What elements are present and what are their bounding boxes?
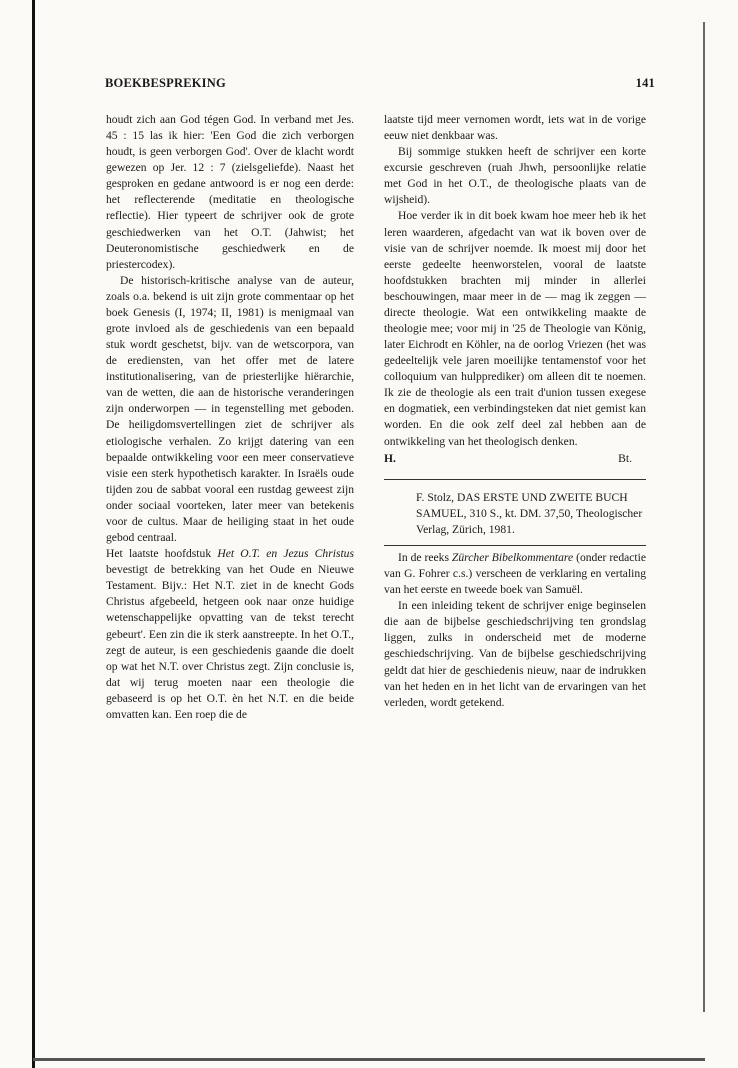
review-signature — [384, 451, 646, 467]
scan-edge-left — [32, 0, 35, 1068]
running-head — [105, 76, 655, 91]
book-chapter-title: Het O.T. en Jezus Christus — [217, 547, 354, 561]
paragraph: houdt zich aan God tégen God. In verband met Jes. 45 : 15 las ik hier: 'Een God die zich verborgen houdt, is geen verborgen God'. Over de klacht wordt gewezen op Jer. 12 : 7 (zielsgeliefde). Naast het gesproken en gedane antwoord is er nog een derde: het reflecterende (meditatie en theologische reflectie). Hier typeert de schrijver ook de grote geschiedwerken van het O.T. (Jahwist; het Deuteronomistische geschiedwerk en de priestercodex). — [106, 113, 354, 271]
paragraph: Bij sommige stukken heeft de schrijver een korte excursie geschreven (ruah Jhwh, persoonlijke relatie met God in het O.T., de theologische plaats van de wijsheid). — [384, 145, 646, 207]
page-number: 141 — [635, 76, 655, 90]
right-column — [384, 112, 646, 711]
bibliography-rule — [384, 545, 646, 546]
scan-edge-bottom — [33, 1058, 705, 1061]
reviewer-initials: Bt. — [618, 451, 632, 465]
paragraph-text: Het laatste hoofdstuk — [106, 547, 218, 561]
paragraph — [384, 550, 646, 598]
reviewer-initial: H. — [384, 451, 396, 465]
paragraph: De historisch-kritische analyse van de auteur, zoals o.a. bekend is uit zijn grote commentaar op het boek Genesis (I, 1974; II, 1981) is menigmaal van grote invloed als de geschiedenis van een bepaald stuk wordt geschetst, bijv. van de wetscorpora, van de erediensten, van het offer met de latere institutionalisering, van de priesterlijke hiërarchie, van de wetten, die aan de historische veranderingen zijn onderworpen — in tegenstelling met geboden. De heiligdomsvertellingen ziet de schrijver als etiologische verhalen. Zo krijgt datering van een bepaalde ontwikkeling voor een meer conservatieve visie een sterk hypothetisch karakter. In Israëls oude tijden zou de sabbat vooral een rustdag geweest zijn onder sociaal voorteken, later meer van betekenis voor de cultus. Maar de heiliging staat in het oude gebod centraal. — [106, 273, 354, 545]
paragraph-text: In de reeks — [398, 550, 452, 564]
paragraph — [106, 546, 354, 723]
section-title: BOEKBESPREKING — [105, 76, 226, 90]
paragraph-text: bevestigt de betrekking van het Oude en Nieuwe Testament. Bijv.: Het N.T. ziet in de knecht Gods Christus afgebeeld, hetgeen ook naar onze huidige wetenschappelijke opvatting van de tekst terecht gebeurt'. Een zin die ik sterk aanstreepte. In het O.T., zegt de auteur, is een geschiedenis gaande die doelt op wat het N.T. over Christus zegt. Zijn conclusie is, dat wij terug moeten naar een theologie die gebaseerd is op het O.T. èn het N.T. en die beide omvatten kan. Een roep die de — [106, 563, 354, 721]
paragraph-text: (onder redactie van G. Fohrer c.s.) verscheen de verklaring en vertaling van het eerste en tweede boek van Samuël. — [384, 550, 646, 597]
paragraph: Hoe verder ik in dit boek kwam hoe meer heb ik het leren waarderen, afgedacht van wat ik boven over de visie van de schrijver noemde. Ik moest mij door het eerste gedeelte heenworstelen, vooral de laatste hoofdstukken brachten mij minder in allerlei beschouwingen, maar meer in de — mag ik zeggen — directe theologie. Wat een ontwikkeling maakte de theologie mee; voor mij in '25 de Theologie van König, later Eichrodt en Köhler, na de oorlog Vriezen (het was gedeeltelijk vele jaren moeilijke tentamenstof voor het colloquium van hulpprediker) om alleen dit te noemen. Ik zie de theologie als een trait d'union tussen exegese en dogmatiek, een verbindingsteken dat niet gemist kan worden. En die ook zelf deel zal hebben aan de ontwikkeling van het theologisch denken. — [384, 209, 646, 448]
paragraph: In een inleiding tekent de schrijver enige beginselen die aan de bijbelse geschiedschrijving ten grondslag liggen, zulks in onderscheid met de moderne geschiedschrijving. Van de bijbelse geschiedschrijving geldt dat hier de geschiedenis nieuw, naar de indrukken van het heden en in het licht van de ervaringen van het verleden, wordt getekend. — [384, 599, 646, 709]
left-column — [106, 112, 354, 723]
scan-edge-right — [703, 22, 705, 1012]
paragraph: laatste tijd meer vernomen wordt, iets wat in de vorige eeuw niet denkbaar was. — [384, 113, 646, 143]
review-separator — [384, 479, 646, 480]
series-title: Zürcher Bibelkommentare — [451, 550, 574, 564]
bibliographic-entry: F. Stolz, DAS ERSTE UND ZWEITE BUCH SAMUEL, 310 S., kt. DM. 37,50, Theologischer Verlag, Zürich, 1981. — [416, 490, 643, 536]
